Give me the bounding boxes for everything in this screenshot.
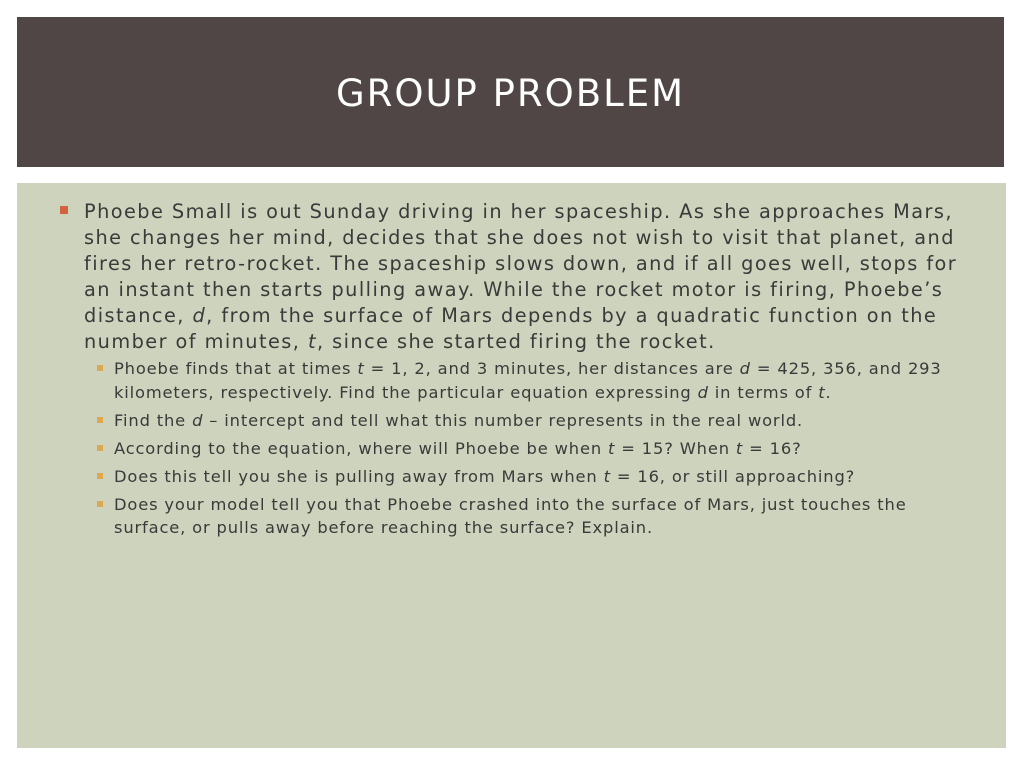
sub-bullet-5: Does your model tell you that Phoebe crashed into the surface of Mars, just touches the surface, or pulls away before reaching the surface? Explain. — [114, 493, 976, 540]
content-panel — [17, 183, 1006, 748]
square-bullet-icon — [97, 473, 103, 479]
title-bar — [17, 17, 1004, 167]
main-bullet-text: Phoebe Small is out Sunday driving in her spaceship. As she approaches Mars, she changes her mind, decides that she does not wish to visit that planet, and fires her retro-rocket. The spaceship slows down, and if all goes well, stops for an instant then starts pulling away. While the rocket motor is firing, Phoebe’s distance, d, from the surface of Mars depends by a quadratic function on the number of minutes, t, since she started firing the rocket. — [84, 200, 958, 353]
sub-bullet-2: Find the d – intercept and tell what this number represents in the real world. — [114, 409, 976, 433]
sub-bullet-1: Phoebe finds that at times t = 1, 2, and 3 minutes, her distances are d = 425, 356, and 293 kilometers, respectively. Find the particular equation expressing d in terms of t. — [114, 357, 976, 404]
sub-bullet-4: Does this tell you she is pulling away from Mars when t = 16, or still approaching? — [114, 465, 976, 489]
sub-bullet-3: According to the equation, where will Phoebe be when t = 15? When t = 16? — [114, 437, 976, 461]
square-bullet-icon — [97, 417, 103, 423]
sub-bullet-list — [114, 357, 976, 540]
square-bullet-icon — [97, 365, 103, 371]
square-bullet-icon — [97, 445, 103, 451]
square-bullet-icon — [97, 501, 103, 507]
slide-title: GROUP PROBLEM — [335, 71, 686, 115]
main-bullet — [84, 199, 979, 544]
square-bullet-icon — [60, 206, 68, 214]
